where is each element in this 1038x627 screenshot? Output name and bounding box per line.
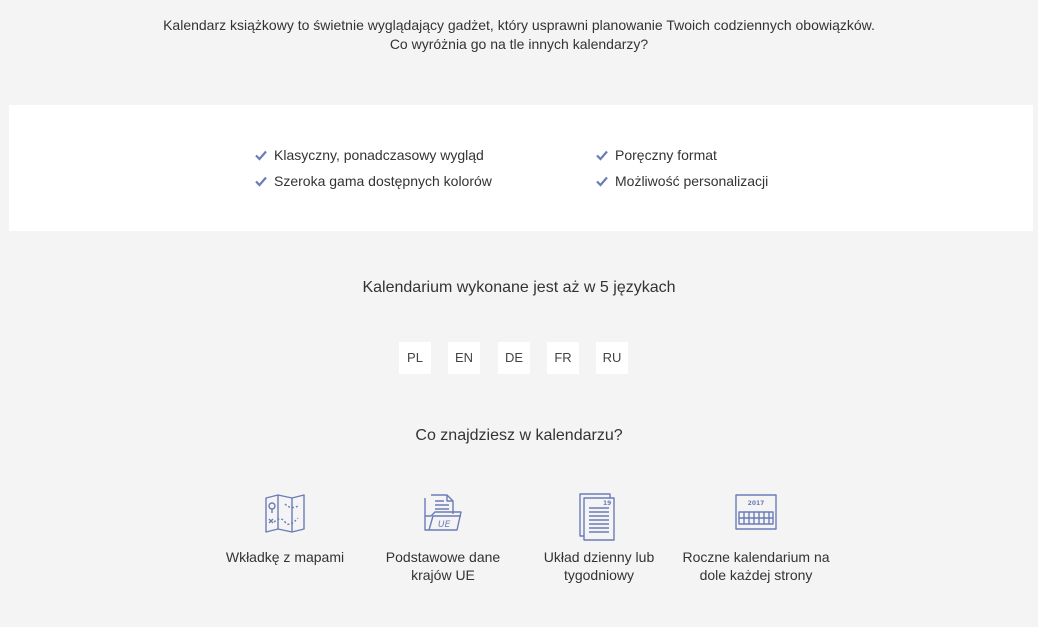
language-de[interactable]: DE: [498, 342, 530, 374]
contents-item-label: [205, 548, 365, 566]
language-ru[interactable]: RU: [596, 342, 628, 374]
contents-item-maps: [205, 492, 365, 566]
check-icon: [595, 148, 609, 162]
contents-item-line1: Podstawowe dane: [385, 549, 501, 565]
map-icon: [263, 492, 307, 544]
feature-label: Możliwość personalizacji: [615, 173, 769, 189]
feature-label: Szeroka gama dostępnych kolorów: [274, 173, 492, 189]
yearly-calendar-icon: [734, 492, 778, 544]
language-en[interactable]: EN: [448, 342, 480, 374]
contents-item-eu-data: [363, 492, 523, 584]
languages-heading: Kalendarium wykonane jest aż w 5 językach: [362, 279, 676, 296]
feature-item: [595, 145, 717, 165]
contents-heading: Co znajdziesz w kalendarzu?: [415, 427, 623, 444]
contents-item-daily-weekly: [519, 492, 679, 584]
feature-item: [254, 145, 484, 165]
feature-item: [254, 171, 492, 191]
language-fr[interactable]: FR: [547, 342, 579, 374]
contents-item-line1: Układ dzienny lub: [543, 549, 655, 565]
check-icon: [254, 174, 268, 188]
contents-item-line1: Wkładkę z mapami: [225, 549, 345, 565]
contents-item-label: [676, 548, 836, 584]
contents-item-line2: tygodniowy: [563, 567, 635, 583]
feature-label: Poręczny format: [615, 147, 717, 163]
daily-pages-icon: [577, 492, 621, 544]
intro-line-2: Co wyróżnia go na tle innych kalendarzy?: [389, 36, 649, 52]
contents-item-line1: Roczne kalendarium na: [682, 549, 830, 565]
features-panel: [9, 105, 1033, 231]
contents-item-line2: dole każdej strony: [699, 567, 813, 583]
intro-text: [0, 16, 1038, 54]
svg-text:UE: UE: [438, 520, 451, 530]
eu-folder-icon: [421, 492, 465, 544]
contents-item-yearly-calendar: [676, 492, 836, 584]
intro-line-1: Kalendarz książkowy to świetnie wyglądający gadżet, który usprawni planowanie Twoich codziennych obowiązków.: [163, 17, 875, 33]
language-pl[interactable]: PL: [399, 342, 431, 374]
check-icon: [595, 174, 609, 188]
year-label: 2017: [747, 500, 765, 507]
contents-item-label: [519, 548, 679, 584]
feature-label: Klasyczny, ponadczasowy wygląd: [274, 147, 484, 163]
check-icon: [254, 148, 268, 162]
contents-item-label: [363, 548, 523, 584]
contents-item-line2: krajów UE: [411, 567, 475, 583]
feature-item: [595, 171, 768, 191]
day-number: 19: [603, 500, 612, 507]
